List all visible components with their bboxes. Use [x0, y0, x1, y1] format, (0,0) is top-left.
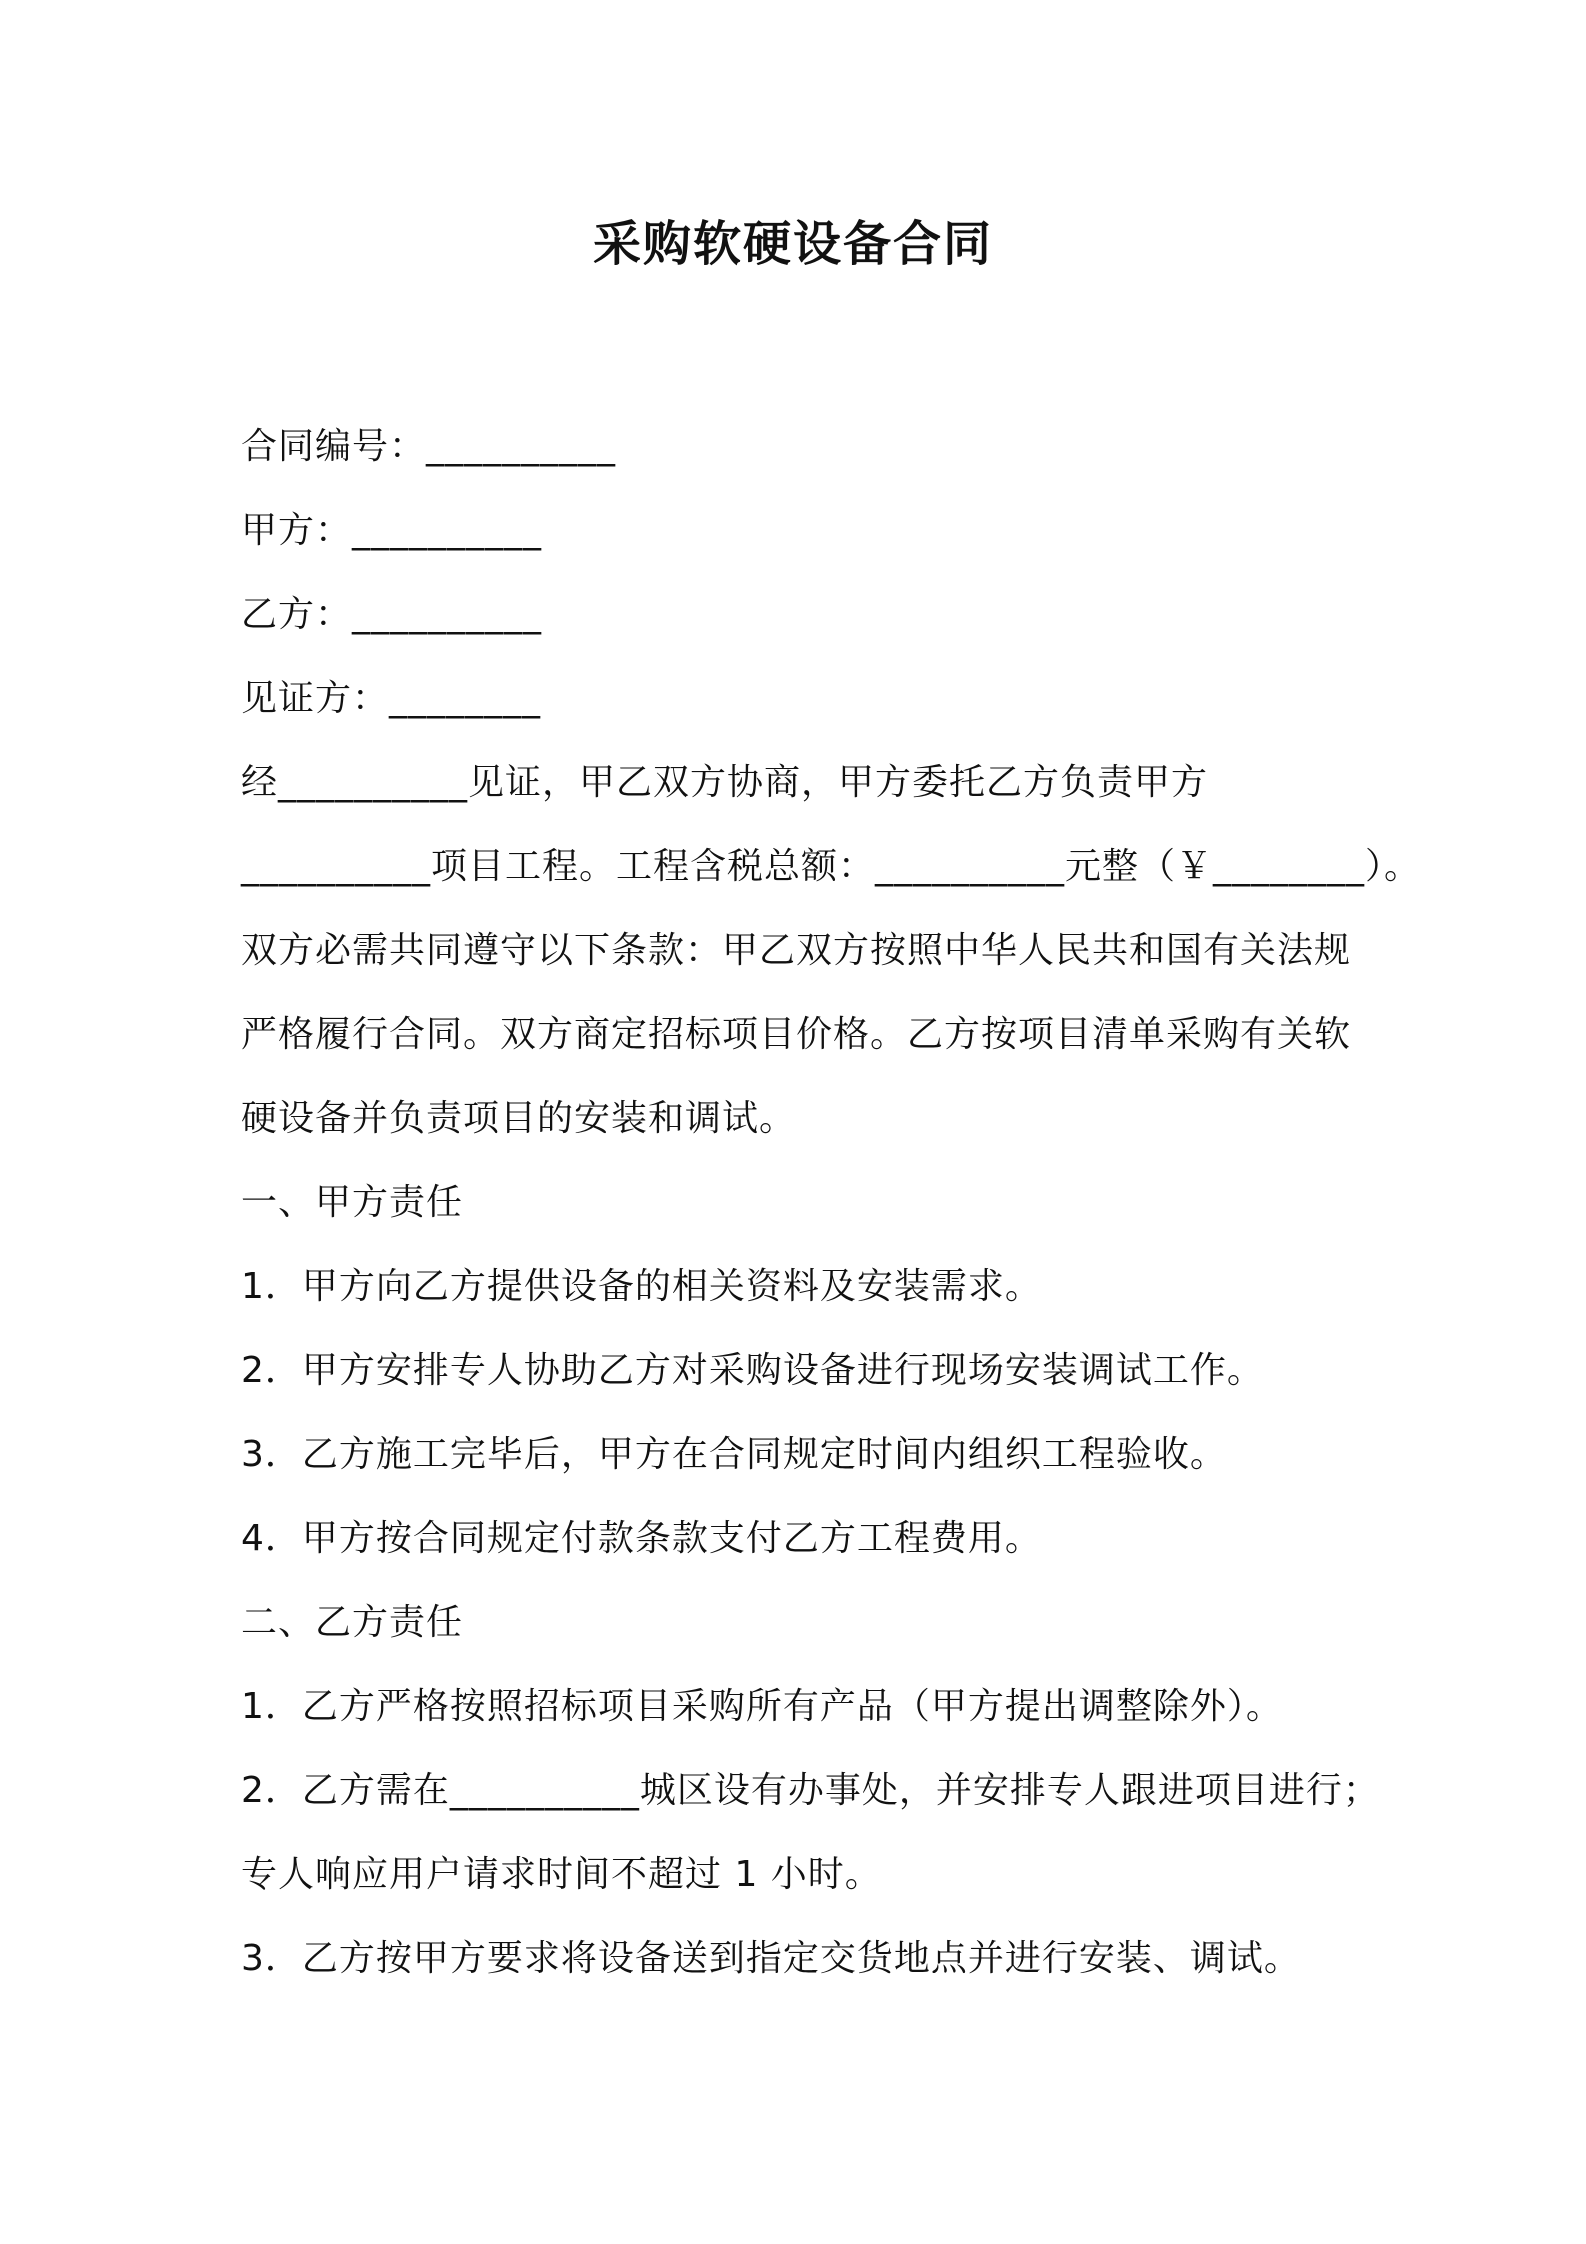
clause-line: 1．甲方向乙方提供设备的相关资料及安装需求。 — [241, 1266, 1042, 1307]
clause-line: 3．乙方施工完毕后，甲方在合同规定时间内组织工程验收。 — [241, 1434, 1227, 1475]
party-a-line: 甲方：__________ — [241, 510, 543, 551]
clause-line: 专人响应用户请求时间不超过 1 小时。 — [241, 1854, 882, 1895]
contract-number-line: 合同编号：__________ — [241, 426, 617, 467]
clause-line: 3．乙方按甲方要求将设备送到指定交货地点并进行安装、调试。 — [241, 1938, 1301, 1979]
paragraph-line: 严格履行合同。双方商定招标项目价格。乙方按项目清单采购有关软 — [241, 1014, 1352, 1055]
clause-line: 2．乙方需在__________城区设有办事处，并安排专人跟进项目进行； — [241, 1770, 1380, 1811]
paragraph-line: 经__________见证，甲乙双方协商，甲方委托乙方负责甲方 — [241, 762, 1209, 803]
clause-line: 4．甲方按合同规定付款条款支付乙方工程费用。 — [241, 1518, 1042, 1559]
witness-line: 见证方：________ — [241, 678, 542, 719]
clause-line: 1．乙方严格按照招标项目采购所有产品（甲方提出调整除外）。 — [241, 1686, 1283, 1727]
section-heading-party-a: 一、甲方责任 — [241, 1182, 464, 1223]
paragraph-line: __________项目工程。工程含税总额：__________元整（￥________）。 — [241, 846, 1422, 887]
clause-line: 2．甲方安排专人协助乙方对采购设备进行现场安装调试工作。 — [241, 1350, 1264, 1391]
section-heading-party-b: 二、乙方责任 — [241, 1602, 464, 1643]
paragraph-line: 双方必需共同遵守以下条款：甲乙双方按照中华人民共和国有关法规 — [241, 930, 1352, 971]
party-b-line: 乙方：__________ — [241, 594, 543, 635]
document-body — [241, 405, 1422, 2001]
document-title: 采购软硬设备合同 — [592, 216, 993, 272]
paragraph-line: 硬设备并负责项目的安装和调试。 — [241, 1098, 797, 1139]
